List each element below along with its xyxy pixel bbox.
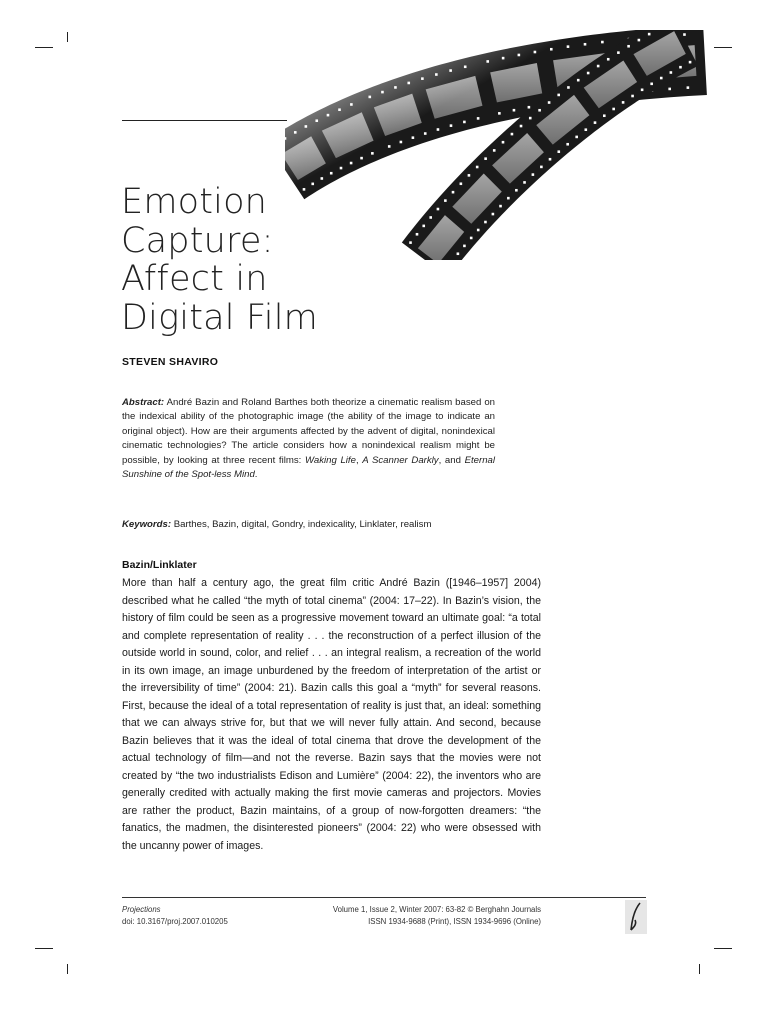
abstract-separator: , [355,454,363,466]
crop-mark [67,32,68,42]
keywords-text: Barthes, Bazin, digital, Gondry, indexicality, Linklater, realism [171,519,432,530]
footer-right [290,904,541,927]
title-line: Digital Film [121,297,318,338]
keywords-label: Keywords: [122,519,172,530]
footer-rule [122,897,646,898]
abstract-label: Abstract: [122,397,165,408]
title-line: Emotion [121,182,268,222]
title-line: Affect in [121,259,268,299]
berghahn-logo-icon [625,900,647,934]
crop-mark [714,47,732,48]
top-rule [122,120,287,121]
title-line: Capture: [121,220,274,261]
abstract-text: André Bazin and Roland Barthes both theorize a cinematic realism based on the indexical ability of the photographic image (the ability of the image to indicate an original object). How are their arguments affected by the advent of digital, nonindexical cinematic technologies? The article considers how a nonindexical realism might be possible, by looking at three recent films: [122,397,495,466]
section-heading: Bazin/Linklater [122,559,197,571]
keywords [122,518,495,532]
issn-info: ISSN 1934-9688 (Print), ISSN 1934-9696 (Online) [368,916,541,926]
crop-mark [67,964,68,974]
crop-mark [699,964,700,974]
abstract-end: . [254,469,258,481]
film-title: A Scanner Darkly [362,454,439,466]
abstract-separator: , and [438,454,465,466]
doi: doi: 10.3167/proj.2007.010205 [122,916,228,926]
film-title: Eternal Sunshine of the Spot-less Mind [122,454,495,481]
abstract [122,396,495,482]
body-paragraph: More than half a century ago, the great film critic André Bazin ([1946–1957] 2004) described what he called “the myth of total cinema” (2004: 17–22). In Bazin’s vision, the history of film could be seen as a progressive movement toward an ultimate goal: “a total and complete representation of reality . . . the reconstruction of a perfect illusion of the outside world in sound, color, and relief . . . an integral realism, a recreation of the world in its own image, an image unburdened by the freedom of interpretation of the artist or the irreversibility of time” (2004: 21). Bazin calls this goal a “myth” for several reasons. First, because the ideal of a total representation of reality is just that, an ideal: something that we can always strive for, but that we will never fully attain. And second, because Bazin believes that it was the ideal of total cinema that drove the development of the actual technology of film—and not the reverse. Bazin says that the movies were not created by “the two industrialists Edison and Lumière” (2004: 22), the inventors who are generally credited with actually making the first movie cameras and projectors. Movies are rather the product, Bazin maintains, of a group of now-forgotten dreamers: “the fanatics, the madmen, the disinterested pioneers” (2004: 22) who were obsessed with the uncanny power of images. [122,577,541,852]
film-title: Waking Life [304,454,356,466]
crop-mark [35,47,53,48]
crop-mark [714,948,732,949]
crop-mark [35,948,53,949]
article-title [121,183,381,337]
author-name: STEVEN SHAVIRO [122,356,219,368]
journal-name: Projections [122,905,161,914]
volume-info: Volume 1, Issue 2, Winter 2007: 63-82 © Berghahn Journals [332,905,541,914]
